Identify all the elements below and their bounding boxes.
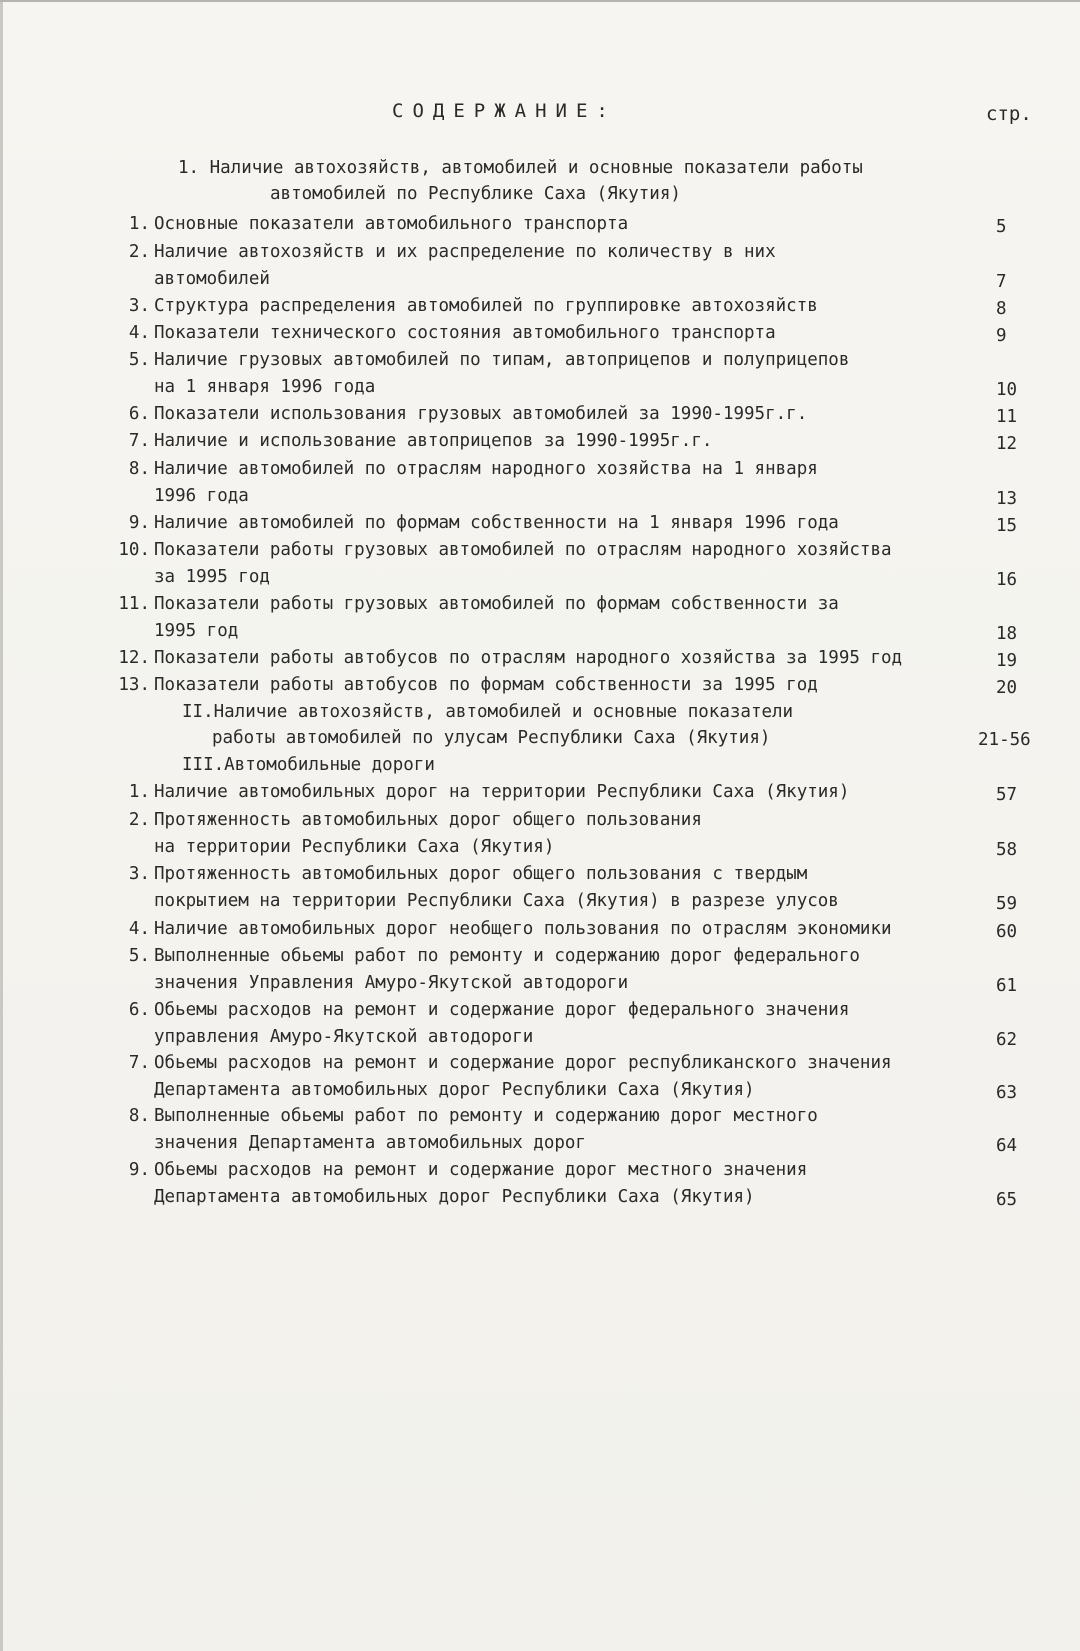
toc-entry-number: 2. <box>128 242 150 262</box>
toc-entry-text: Выполненные обьемы работ по ремонту и содержанию дорог местного <box>154 1106 818 1126</box>
toc-entry-page: 57 <box>996 785 1018 805</box>
toc-entry-number: 3. <box>128 864 150 884</box>
page-edge-top <box>0 0 1080 2</box>
toc-entry-text: Выполненные обьемы работ по ремонту и содержанию дорог федерального <box>154 946 860 966</box>
toc-entry-page: 59 <box>996 894 1018 914</box>
toc-entry-number: 8. <box>128 1106 150 1126</box>
section-3-heading: III.Автомобильные дороги <box>182 755 435 775</box>
section-2-heading-line-2: работы автомобилей по улусам Республики Саха (Якутия) <box>212 728 771 748</box>
toc-entry-text: Наличие и использование автоприцепов за 1990-1995г.г. <box>154 431 713 451</box>
toc-entry-page: 9 <box>996 326 1007 346</box>
toc-entry-page: 64 <box>996 1136 1018 1156</box>
toc-entry-number: 13. <box>118 675 150 695</box>
toc-entry-text: Обьемы расходов на ремонт и содержание дорог федерального значения <box>154 1000 850 1020</box>
page-edge-left <box>0 0 3 1651</box>
toc-entry-page: 60 <box>996 922 1018 942</box>
toc-entry-number: 4. <box>128 323 150 343</box>
toc-entry-number: 9. <box>128 1160 150 1180</box>
toc-entry-text: на территории Республики Саха (Якутия) <box>154 837 555 857</box>
toc-entry-text: 1995 год <box>154 621 239 641</box>
toc-entry-text: Протяженность автомобильных дорог общего пользования <box>154 810 702 830</box>
section-2-page-number: 21-56 <box>978 730 1031 750</box>
toc-entry-text: 1996 года <box>154 486 249 506</box>
toc-entry-page: 58 <box>996 840 1018 860</box>
section-2-heading-line-1: II.Наличие автохозяйств, автомобилей и основные показатели <box>182 702 794 722</box>
toc-entry-number: 5. <box>128 946 150 966</box>
toc-entry-text: Основные показатели автомобильного транспорта <box>154 214 629 234</box>
toc-entry-text: за 1995 год <box>154 567 270 587</box>
section-1-heading-line-2: автомобилей по Республике Саха (Якутия) <box>270 184 681 204</box>
toc-entry-text: Наличие автохозяйств и их распределение по количеству в них <box>154 242 776 262</box>
toc-entry-page: 13 <box>996 489 1018 509</box>
toc-entry-text: Протяженность автомобильных дорог общего пользования с твердым <box>154 864 808 884</box>
toc-entry-page: 10 <box>996 380 1018 400</box>
page-column-label: стр. <box>986 103 1032 125</box>
toc-entry-text: Департамента автомобильных дорог Республики Саха (Якутия) <box>154 1080 755 1100</box>
toc-entry-text: на 1 января 1996 года <box>154 377 376 397</box>
toc-entry-page: 5 <box>996 217 1007 237</box>
toc-entry-number: 4. <box>128 919 150 939</box>
toc-title: СОДЕРЖАНИЕ: <box>392 100 617 122</box>
toc-entry-number: 1. <box>128 214 150 234</box>
toc-entry-number: 3. <box>128 296 150 316</box>
toc-entry-number: 6. <box>128 1000 150 1020</box>
toc-entry-page: 11 <box>996 407 1018 427</box>
toc-entry-page: 8 <box>996 299 1007 319</box>
toc-entry-number: 7. <box>128 1053 150 1073</box>
toc-entry-page: 61 <box>996 976 1018 996</box>
toc-entry-page: 65 <box>996 1190 1018 1210</box>
toc-entry-number: 9. <box>128 513 150 533</box>
toc-entry-text: Показатели работы грузовых автомобилей по формам собственности за <box>154 594 839 614</box>
toc-entry-page: 18 <box>996 624 1018 644</box>
toc-entry-text: Показатели работы грузовых автомобилей по отраслям народного хозяйства <box>154 540 892 560</box>
toc-entry-number: 7. <box>128 431 150 451</box>
toc-entry-page: 16 <box>996 570 1018 590</box>
toc-entry-number: 5. <box>128 350 150 370</box>
toc-entry-text: управления Амуро-Якутской автодороги <box>154 1027 534 1047</box>
toc-entry-number: 10. <box>118 540 150 560</box>
section-1-heading-line-1: 1. Наличие автохозяйств, автомобилей и основные показатели работы <box>178 158 863 178</box>
toc-entry-text: Наличие автомобильных дорог необщего пользования по отраслям экономики <box>154 919 892 939</box>
toc-entry-page: 15 <box>996 516 1018 536</box>
toc-entry-text: Обьемы расходов на ремонт и содержание дорог республиканского значения <box>154 1053 892 1073</box>
toc-entry-text: значения Управления Амуро-Якутской автодороги <box>154 973 629 993</box>
toc-entry-text: Показатели работы автобусов по формам собственности за 1995 год <box>154 675 818 695</box>
toc-entry-text: Наличие автомобилей по формам собственности на 1 января 1996 года <box>154 513 839 533</box>
toc-entry-text: Показатели использования грузовых автомобилей за 1990-1995г.г. <box>154 404 808 424</box>
toc-entry-text: Наличие автомобилей по отраслям народного хозяйства на 1 января <box>154 459 818 479</box>
toc-entry-number: 11. <box>118 594 150 614</box>
toc-entry-text: значения Департамента автомобильных дорог <box>154 1133 586 1153</box>
toc-entry-text: Наличие грузовых автомобилей по типам, автоприцепов и полуприцепов <box>154 350 850 370</box>
toc-entry-number: 6. <box>128 404 150 424</box>
toc-entry-text: Показатели технического состояния автомобильного транспорта <box>154 323 776 343</box>
toc-entry-page: 7 <box>996 272 1007 292</box>
toc-entry-number: 12. <box>118 648 150 668</box>
toc-entry-page: 20 <box>996 678 1018 698</box>
toc-entry-page: 19 <box>996 651 1018 671</box>
toc-entry-number: 1. <box>128 782 150 802</box>
toc-entry-text: Показатели работы автобусов по отраслям народного хозяйства за 1995 год <box>154 648 903 668</box>
toc-entry-text: автомобилей <box>154 269 270 289</box>
toc-entry-page: 12 <box>996 434 1018 454</box>
toc-entry-page: 63 <box>996 1083 1018 1103</box>
toc-entry-page: 62 <box>996 1030 1018 1050</box>
toc-entry-text: Обьемы расходов на ремонт и содержание дорог местного значения <box>154 1160 808 1180</box>
toc-entry-text: покрытием на территории Республики Саха (Якутия) в разрезе улусов <box>154 891 839 911</box>
toc-entry-text: Структура распределения автомобилей по группировке автохозяйств <box>154 296 818 316</box>
toc-entry-text: Наличие автомобильных дорог на территории Республики Саха (Якутия) <box>154 782 850 802</box>
toc-entry-number: 2. <box>128 810 150 830</box>
toc-entry-text: Департамента автомобильных дорог Республики Саха (Якутия) <box>154 1187 755 1207</box>
toc-entry-number: 8. <box>128 459 150 479</box>
